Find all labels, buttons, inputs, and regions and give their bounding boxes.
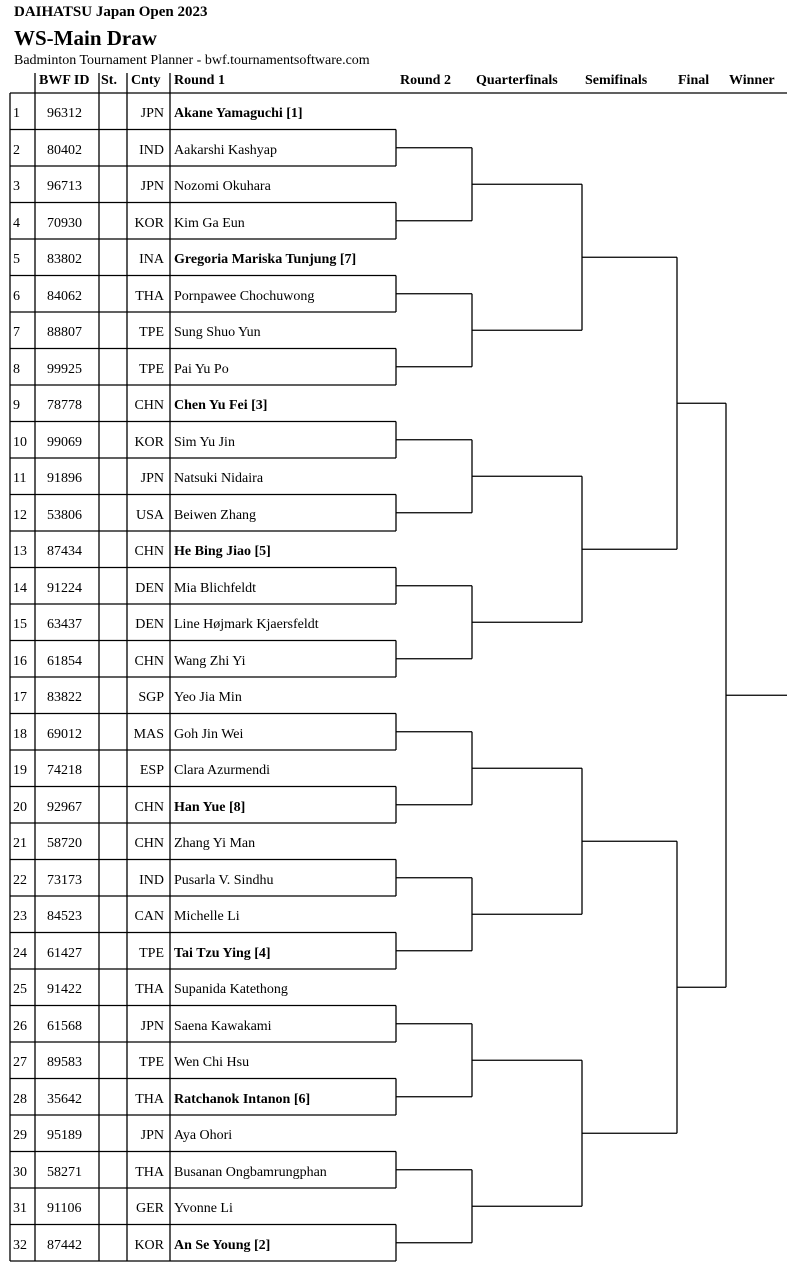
player-row [0, 458, 400, 494]
event-title: DAIHATSU Japan Open 2023 [14, 4, 208, 20]
country-code: ESP [139, 763, 164, 778]
bwf-id: 89583 [47, 1055, 82, 1070]
player-name: Wang Zhi Yi [174, 653, 246, 669]
country-code: CHN [134, 544, 164, 559]
player-name: Beiwen Zhang [174, 507, 257, 523]
row-number: 16 [13, 653, 27, 669]
player-name: Ratchanok Intanon [6] [174, 1091, 311, 1107]
bwf-id: 87442 [47, 1237, 82, 1253]
player-name: Kim Ga Eun [174, 215, 245, 231]
col-round2: Round 2 [400, 73, 451, 88]
country-code: JPN [140, 1128, 164, 1143]
row-number: 18 [13, 726, 27, 742]
country-code: THA [135, 982, 164, 997]
bwf-id: 53806 [47, 507, 82, 523]
row-number: 3 [13, 179, 20, 194]
row-number: 11 [13, 471, 27, 486]
bwf-id: 96713 [47, 179, 82, 194]
player-name: Yvonne Li [174, 1201, 233, 1216]
player-name: Zhang Yi Man [174, 836, 256, 851]
player-name: Saena Kawakami [174, 1018, 272, 1034]
bwf-id: 74218 [47, 763, 82, 778]
row-number: 32 [13, 1237, 27, 1253]
player-name: Pusarla V. Sindhu [174, 872, 274, 888]
player-row [0, 677, 400, 713]
player-row [0, 1079, 400, 1115]
bwf-id: 61568 [47, 1018, 82, 1034]
bwf-id: 99925 [47, 361, 82, 377]
player-row [0, 531, 400, 567]
player-row [0, 1006, 400, 1042]
player-name: Michelle Li [174, 909, 240, 924]
country-code: DEN [135, 580, 164, 596]
bwf-id: 84062 [47, 288, 82, 304]
bwf-id: 88807 [47, 325, 82, 340]
bwf-id: 73173 [47, 872, 82, 888]
bwf-id: 83802 [47, 252, 82, 267]
row-number: 12 [13, 507, 27, 523]
row-number: 23 [13, 909, 27, 924]
row-number: 2 [13, 142, 20, 158]
player-row [0, 933, 400, 969]
bwf-id: 63437 [47, 617, 82, 632]
bwf-id: 83822 [47, 690, 82, 705]
player-name: Gregoria Mariska Tunjung [7] [174, 252, 357, 267]
bwf-id: 92967 [47, 799, 82, 815]
bwf-id: 61427 [47, 945, 82, 961]
country-code: TPE [139, 361, 164, 377]
country-code: THA [135, 1164, 164, 1180]
country-code: JPN [140, 179, 164, 194]
player-name: Sung Shuo Yun [174, 325, 261, 340]
player-row [0, 93, 400, 129]
player-name: Pornpawee Chochuwong [174, 288, 315, 304]
player-name: Akane Yamaguchi [1] [174, 106, 303, 121]
player-row [0, 1152, 400, 1188]
country-code: SGP [138, 690, 164, 705]
row-number: 29 [13, 1128, 27, 1143]
country-code: THA [135, 1091, 164, 1107]
player-name: Han Yue [8] [174, 799, 246, 815]
player-row [0, 166, 400, 202]
col-winner: Winner [729, 73, 775, 88]
player-row [0, 1188, 400, 1224]
col-quarterfinals: Quarterfinals [476, 73, 558, 88]
player-row [0, 787, 400, 823]
player-row [0, 495, 400, 531]
player-row [0, 568, 400, 604]
row-number: 14 [13, 580, 27, 596]
player-name: Aya Ohori [174, 1128, 233, 1143]
col-final: Final [678, 73, 710, 88]
row-number: 25 [13, 982, 27, 997]
player-name: Tai Tzu Ying [4] [174, 945, 271, 961]
bwf-id: 91224 [47, 580, 82, 596]
row-number: 28 [13, 1091, 27, 1107]
player-name: Wen Chi Hsu [174, 1055, 250, 1070]
player-name: Clara Azurmendi [174, 763, 271, 778]
row-number: 13 [13, 544, 27, 559]
player-name: An Se Young [2] [174, 1237, 271, 1253]
country-code: KOR [134, 434, 164, 450]
country-code: JPN [140, 106, 164, 121]
player-name: He Bing Jiao [5] [174, 544, 271, 559]
player-row [0, 750, 400, 786]
row-number: 20 [13, 799, 27, 815]
row-number: 7 [13, 325, 20, 340]
player-name: Supanida Katethong [174, 982, 288, 997]
country-code: TPE [139, 325, 164, 340]
player-row [0, 823, 400, 859]
country-code: CHN [134, 398, 164, 413]
player-name: Pai Yu Po [174, 361, 229, 377]
source-line: Badminton Tournament Planner - bwf.tournamentsoftware.com [14, 53, 370, 68]
country-code: TPE [139, 945, 164, 961]
country-code: GER [136, 1201, 164, 1216]
player-row [0, 1042, 400, 1078]
row-number: 15 [13, 617, 27, 632]
row-number: 17 [13, 690, 27, 705]
player-name: Nozomi Okuhara [174, 179, 271, 194]
player-name: Busanan Ongbamrungphan [174, 1164, 327, 1180]
bwf-id: 84523 [47, 909, 82, 924]
player-row [0, 860, 400, 896]
country-code: CAN [134, 909, 164, 924]
col-bwf-id: BWF ID [39, 73, 90, 88]
draw-title: WS-Main Draw [14, 26, 157, 50]
bwf-id: 78778 [47, 398, 82, 413]
col-status: St. [101, 73, 117, 88]
row-number: 30 [13, 1164, 27, 1180]
player-row [0, 969, 400, 1005]
country-code: CHN [134, 836, 164, 851]
bwf-id: 58720 [47, 836, 82, 851]
player-name: Yeo Jia Min [174, 690, 242, 705]
row-number: 24 [13, 945, 27, 961]
country-code: USA [135, 507, 164, 523]
row-number: 1 [13, 106, 20, 121]
row-number: 8 [13, 361, 20, 377]
player-name: Natsuki Nidaira [174, 471, 264, 486]
col-round1: Round 1 [174, 73, 225, 88]
bwf-id: 61854 [47, 653, 82, 669]
bwf-id: 87434 [47, 544, 82, 559]
row-number: 31 [13, 1201, 27, 1216]
player-row [0, 385, 400, 421]
bwf-id: 91896 [47, 471, 82, 486]
player-row [0, 896, 400, 932]
bwf-id: 91106 [47, 1201, 82, 1216]
country-code: CHN [134, 799, 164, 815]
player-name: Goh Jin Wei [174, 726, 244, 742]
country-code: MAS [133, 726, 164, 742]
bwf-id: 80402 [47, 142, 82, 158]
player-row [0, 130, 400, 166]
player-row [0, 1115, 400, 1151]
row-number: 21 [13, 836, 27, 851]
country-code: IND [139, 872, 164, 888]
country-code: INA [139, 252, 164, 267]
player-name: Chen Yu Fei [3] [174, 398, 268, 413]
country-code: KOR [134, 215, 164, 231]
bwf-id: 99069 [47, 434, 82, 450]
country-code: JPN [140, 471, 164, 486]
player-name: Mia Blichfeldt [174, 580, 257, 596]
row-number: 22 [13, 872, 27, 888]
row-number: 10 [13, 434, 27, 450]
bwf-id: 95189 [47, 1128, 82, 1143]
col-country: Cnty [131, 73, 161, 88]
country-code: JPN [140, 1018, 164, 1034]
row-number: 19 [13, 763, 27, 778]
player-row [0, 714, 400, 750]
country-code: KOR [134, 1237, 164, 1253]
bwf-id: 96312 [47, 106, 82, 121]
player-row [0, 312, 400, 348]
player-row [0, 239, 400, 275]
row-number: 26 [13, 1018, 27, 1034]
row-number: 5 [13, 252, 20, 267]
row-number: 27 [13, 1055, 27, 1070]
country-code: CHN [134, 653, 164, 669]
player-row [0, 276, 400, 312]
bwf-id: 91422 [47, 982, 82, 997]
player-name: Sim Yu Jin [174, 434, 235, 450]
player-row [0, 349, 400, 385]
bwf-id: 58271 [47, 1164, 82, 1180]
country-code: IND [139, 142, 164, 158]
player-row [0, 203, 400, 239]
player-row [0, 1225, 400, 1261]
player-row [0, 604, 400, 640]
row-number: 6 [13, 288, 20, 304]
player-name: Aakarshi Kashyap [174, 142, 278, 158]
country-code: DEN [135, 617, 164, 632]
country-code: THA [135, 288, 164, 304]
bwf-id: 35642 [47, 1091, 82, 1107]
col-semifinals: Semifinals [585, 73, 648, 88]
player-row [0, 422, 400, 458]
bwf-id: 69012 [47, 726, 82, 742]
row-number: 4 [13, 215, 20, 231]
player-row [0, 641, 400, 677]
bwf-id: 70930 [47, 215, 82, 231]
player-name: Line Højmark Kjaersfeldt [174, 617, 319, 632]
row-number: 9 [13, 398, 20, 413]
country-code: TPE [139, 1055, 164, 1070]
